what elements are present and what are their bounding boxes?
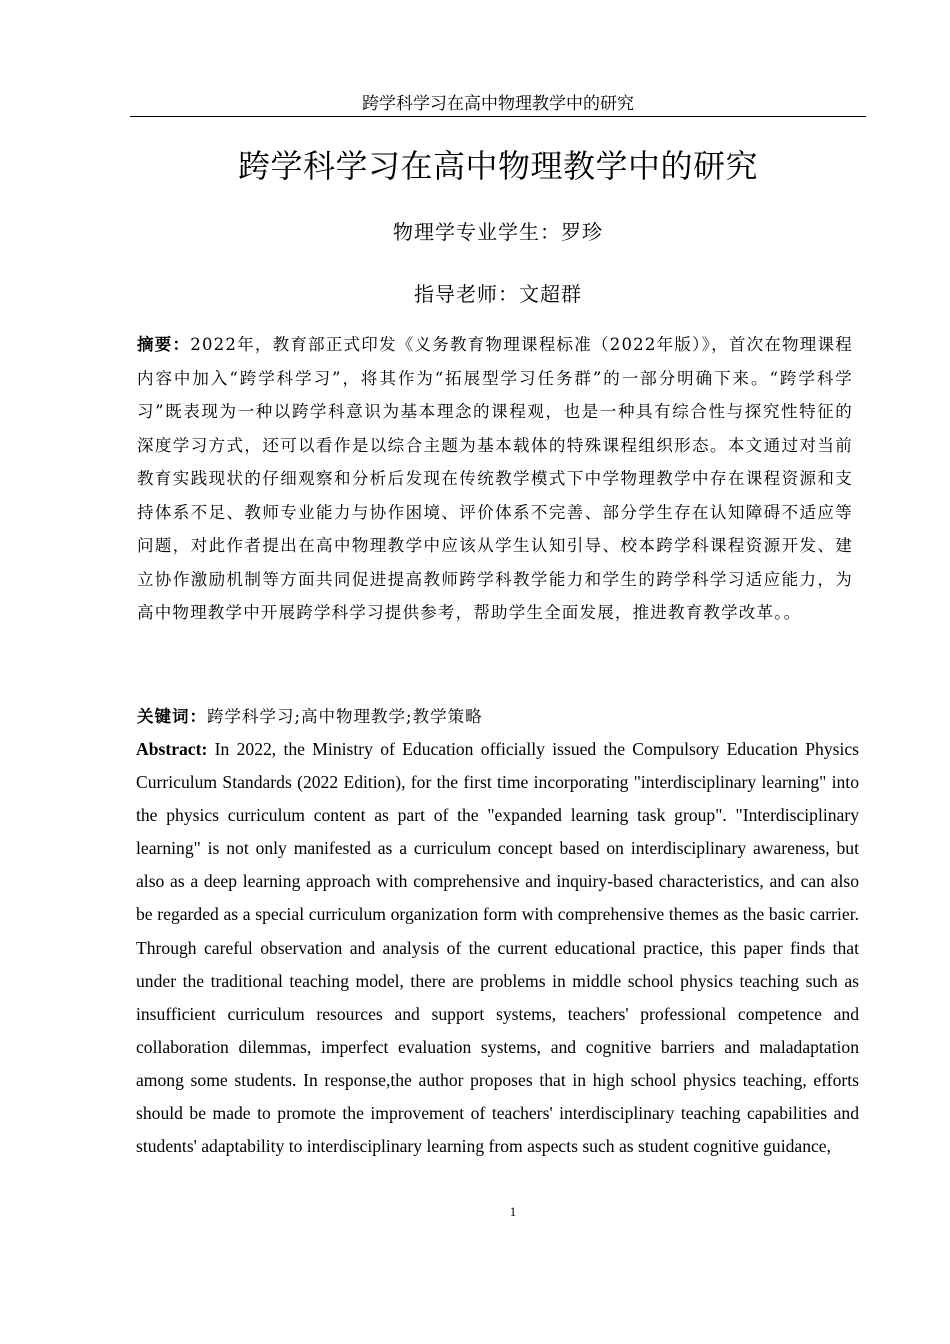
- english-abstract: [136, 733, 859, 1163]
- chinese-keywords-label: 关键词：: [137, 707, 207, 726]
- page-number: 1: [509, 1204, 517, 1219]
- student-name: 罗珍: [561, 220, 603, 244]
- advisor-label: 指导老师：: [414, 282, 519, 306]
- advisor-name: 文超群: [519, 282, 582, 306]
- student-author-line: [130, 217, 866, 247]
- chinese-abstract-text: 2022年，教育部正式印发《义务教育物理课程标准（2022年版）》，首次在物理课程内容中加入“跨学科学习”，将其作为“拓展型学习任务群”的一部分明确下来。“跨学科学习”既表现为一种以跨学科意识为基本理念的课程观，也是一种具有综合性与探究性特征的深度学习方式，还可以看作是以综合主题为基本载体的特殊课程组织形态。本文通过对当前教育实践现状的仔细观察和分析后发现在传统教学模式下中学物理教学中存在课程资源和支持体系不足、教师专业能力与协作困境、评价体系不完善、部分学生存在认知障碍不适应等问题，对此作者提出在高中物理教学中应该从学生认知引导、校本跨学科课程资源开发、建立协作激励机制等方面共同促进提高教师跨学科教学能力和学生的跨学科学习适应能力，为高中物理教学中开展跨学科学习提供参考，帮助学生全面发展，推进教育教学改革。。: [137, 335, 853, 622]
- chinese-abstract-label: 摘要：: [137, 335, 191, 354]
- chinese-abstract: [137, 328, 853, 630]
- english-abstract-label: Abstract:: [136, 739, 208, 759]
- advisor-line: [130, 279, 866, 309]
- paper-title: 跨学科学习在高中物理教学中的研究: [237, 147, 758, 185]
- running-header: 跨学科学习在高中物理教学中的研究: [130, 92, 866, 117]
- chinese-keywords: [137, 700, 853, 733]
- chinese-keywords-text: 跨学科学习;高中物理教学;教学策略: [207, 707, 483, 726]
- english-abstract-text: In 2022, the Ministry of Education officially issued the Compulsory Education Physics Curriculum Standards (2022 Edition), for the first time incorporating "interdisciplinary learning" into the physics curriculum content as part of the "expanded learning task group". "Interdisciplinary learning" is not only manifested as a curriculum concept based on interdisciplinary awareness, but also as a deep learning approach with comprehensive and inquiry-based characteristics, and can also be regarded as a special curriculum organization form with comprehensive themes as the basic carrier. Through careful observation and analysis of the current educational practice, this paper finds that under the traditional teaching model, there are problems in middle school physics teaching such as insufficient curriculum resources and support systems, teachers' professional competence and collaboration dilemmas, imperfect evaluation systems, and cognitive barriers and maladaptation among some students. In response,the author proposes that in high school physics teaching, efforts should be made to promote the improvement of teachers' interdisciplinary teaching capabilities and students' adaptability to interdisciplinary learning from aspects such as student cognitive guidance,: [136, 739, 860, 1157]
- student-label: 物理学专业学生：: [393, 220, 561, 244]
